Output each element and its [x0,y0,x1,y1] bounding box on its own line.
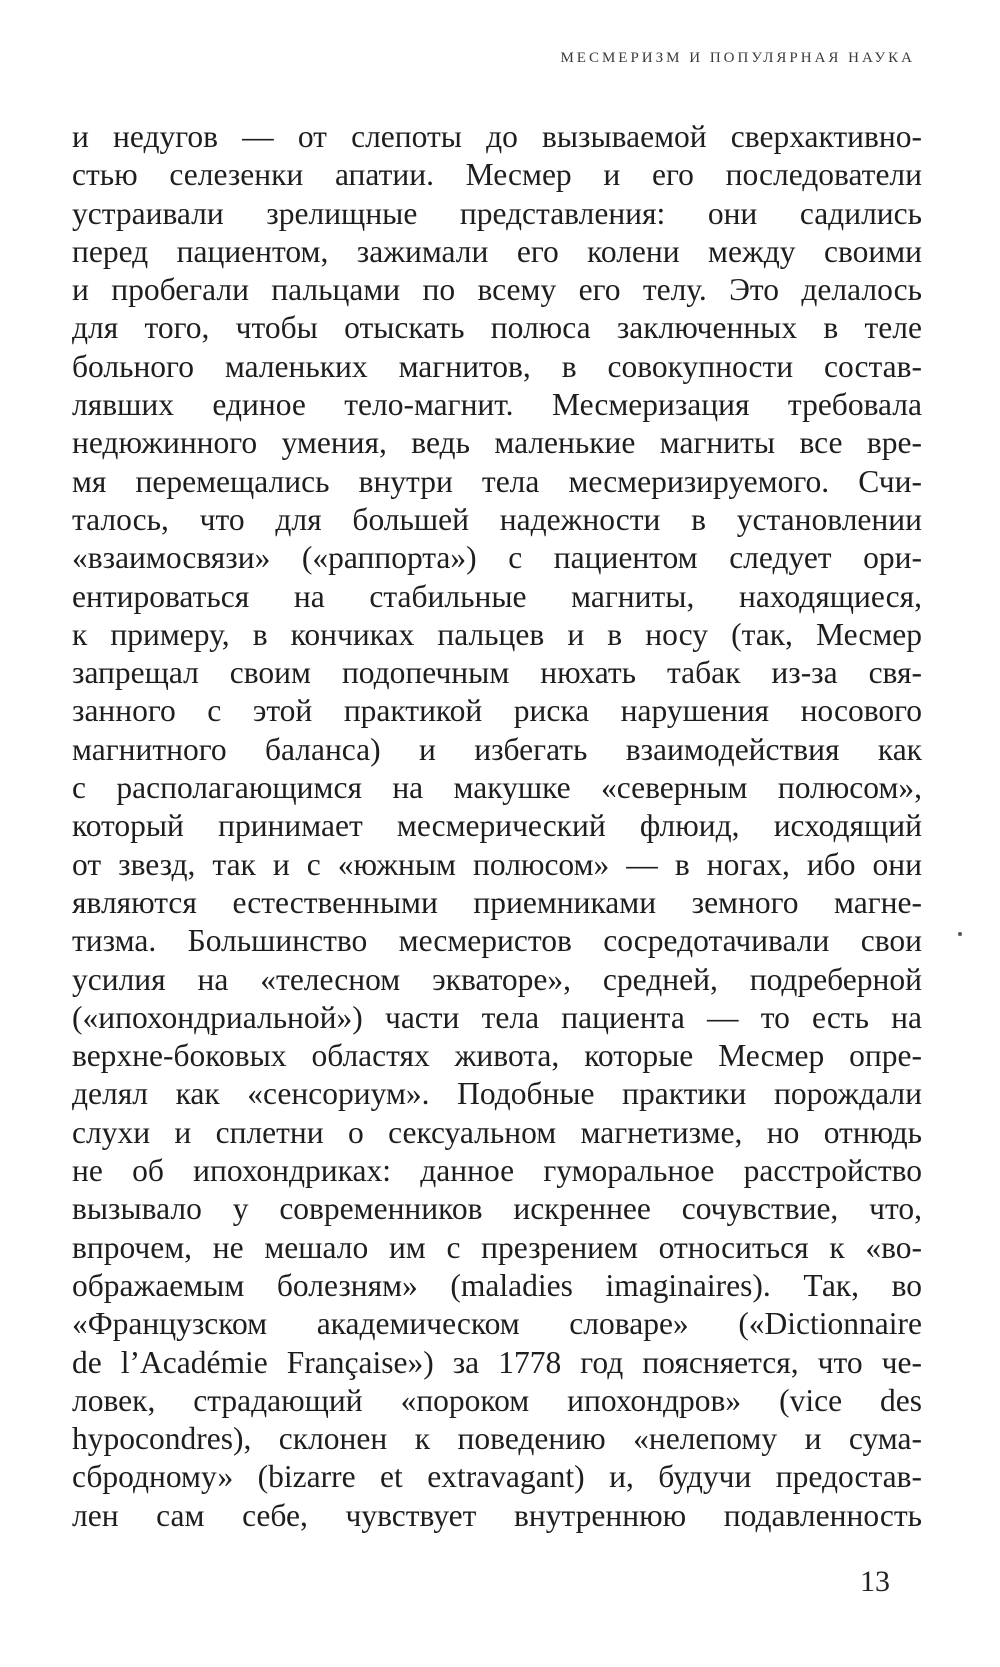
page-number: 13 [860,1565,890,1598]
text-line: перед пациентом, зажимали его колени между своими [72,233,922,269]
text-line: ловек, страдающий «пороком ипохондров» (vice des [72,1382,922,1418]
text-line: магнитного баланса) и избегать взаимодействия как [72,731,922,767]
text-line: от звезд, так и с «южным полюсом» — в ногах, ибо они [72,846,922,882]
text-line: к примеру, в кончиках пальцев и в носу (так, Месмер [72,616,922,652]
text-line: hypocondres), склонен к поведению «нелепому и сума- [72,1421,922,1457]
text-line: лявших единое тело-магнит. Месмеризация требовала [72,387,922,423]
text-line: и пробегали пальцами по всему его телу. Это делалось [72,272,922,308]
text-line: верхне-боковых областях живота, которые Месмер опре- [72,1038,922,1074]
text-line: сбродному» (bizarre et extravagant) и, будучи предостав- [72,1459,922,1495]
text-line: впрочем, не мешало им с презрением относиться к «во- [72,1229,922,1265]
text-line: («ипохондриальной») части тела пациента — то есть на [72,999,922,1035]
text-line: ображаемым болезням» (maladies imaginaires). Так, во [72,1267,922,1303]
text-line: лен сам себе, чувствует внутреннюю подавленность [72,1497,922,1533]
text-line: ентироваться на стабильные магниты, находящиеся, [72,578,922,614]
text-line: не об ипохондриках: данное гуморальное расстройство [72,1153,922,1189]
text-line: устраивали зрелищные представления: они садились [72,195,922,231]
text-line: de l’Académie Française») за 1778 год поясняется, что че- [72,1344,922,1380]
text-line: усилия на «телесном экваторе», средней, подреберной [72,961,922,997]
text-line: недюжинного умения, ведь маленькие магниты все вре- [72,425,922,461]
text-line: для того, чтобы отыскать полюса заключенных в теле [72,310,922,346]
text-line: «Французском академическом словаре» («Dictionnaire [72,1306,922,1342]
text-line: с располагающимся на макушке «северным полюсом», [72,770,922,806]
text-line: больного маленьких магнитов, в совокупности состав- [72,348,922,384]
text-line: мя перемещались внутри тела месмеризируемого. Счи- [72,463,922,499]
text-line: стью селезенки апатии. Месмер и его последователи [72,157,922,193]
text-line: занного с этой практикой риска нарушения носового [72,693,922,729]
running-head: МЕСМЕРИЗМ И ПОПУЛЯРНАЯ НАУКА [560,50,915,66]
text-line: талось, что для большей надежности в установлении [72,501,922,537]
text-line: и недугов — от слепоты до вызываемой сверхактивно- [72,119,922,154]
text-line: делял как «сенсориум». Подобные практики порождали [72,1076,922,1112]
body-text [72,118,922,1535]
text-line: запрещал своим подопечным нюхать табак из-за свя- [72,655,922,691]
text-line: «взаимосвязи» («раппорта») с пациентом следует ори- [72,540,922,576]
text-line: вызывало у современников искреннее сочувствие, что, [72,1191,922,1227]
text-line: являются естественными приемниками земного магне- [72,884,922,920]
print-speck [958,932,962,936]
text-line: тизма. Большинство месмеристов сосредотачивали свои [72,923,922,959]
text-line: слухи и сплетни о сексуальном магнетизме, но отнюдь [72,1114,922,1150]
text-line: который принимает месмерический флюид, исходящий [72,808,922,844]
